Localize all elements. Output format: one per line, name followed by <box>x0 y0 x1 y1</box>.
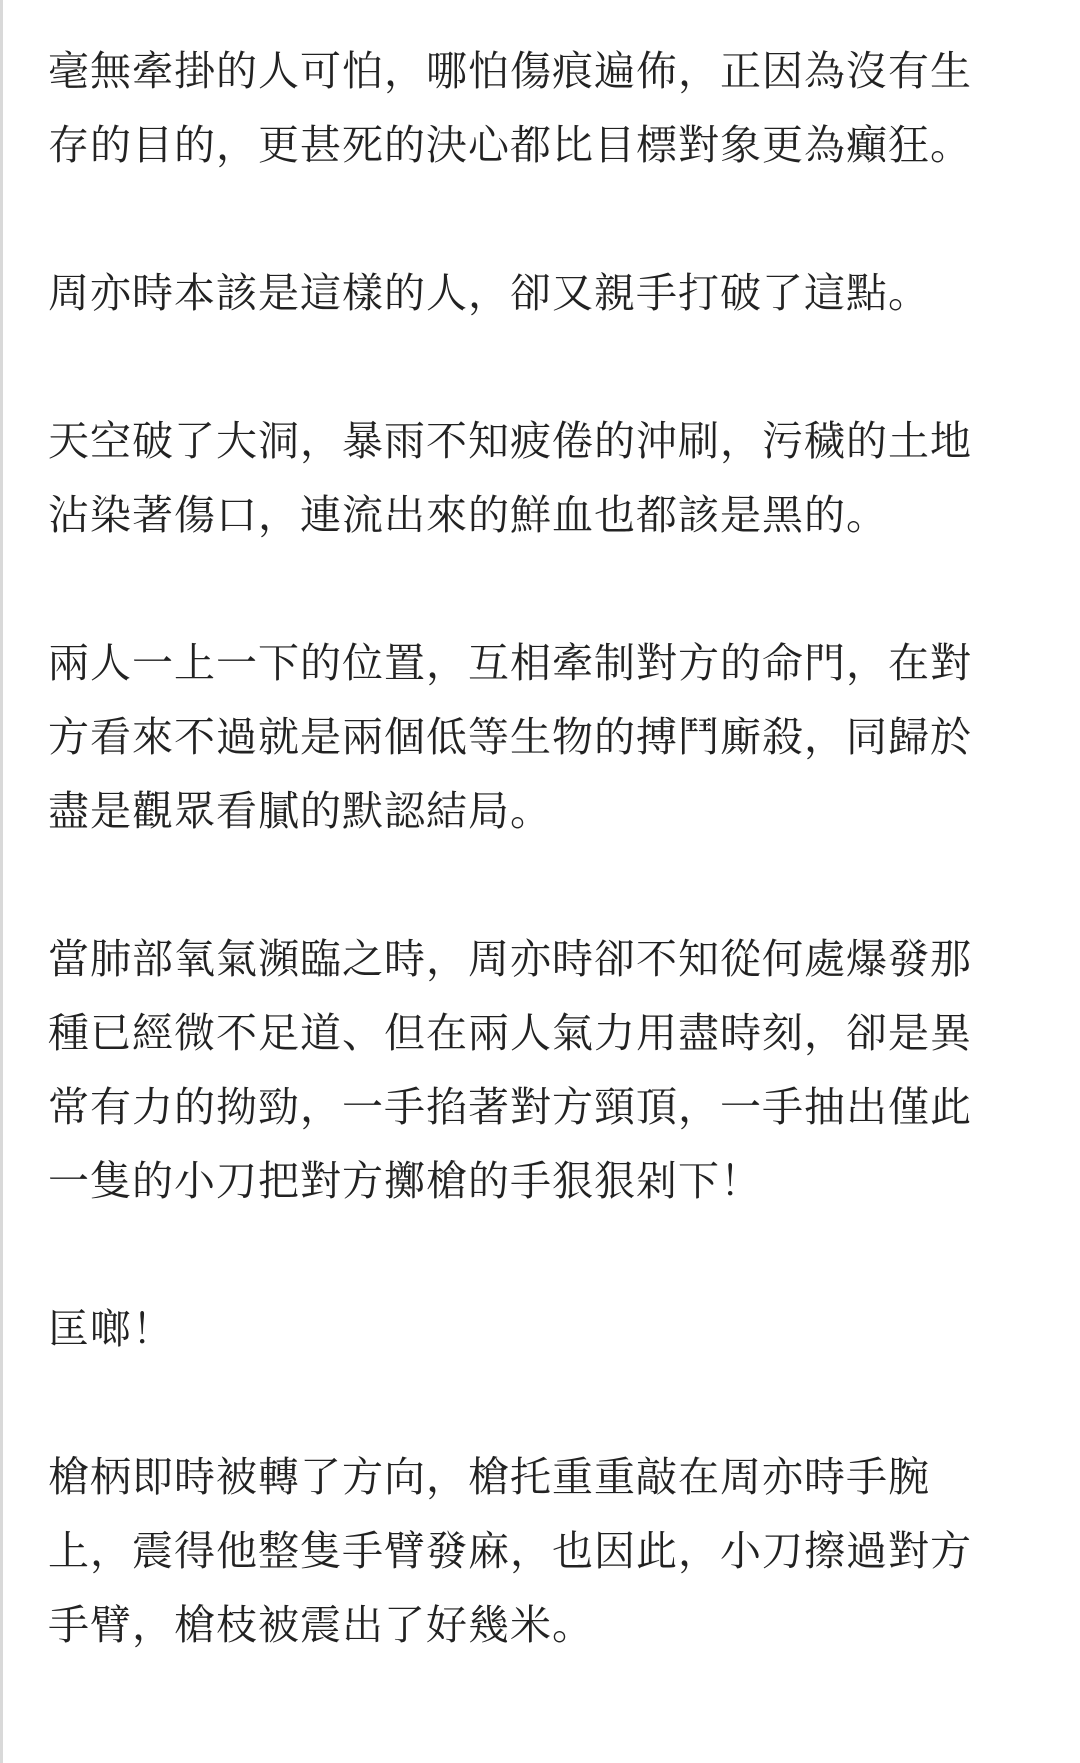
paragraph: 匡啷！ <box>48 1305 174 1353</box>
paragraph: 毫無牽掛的人可怕，哪怕傷痕遍佈，正因為沒有生存的目的，更甚死的決心都比目標對象更為癲狂。 <box>48 47 972 169</box>
paragraph: 槍柄即時被轉了方向，槍托重重敲在周亦時手腕上，震得他整隻手臂發麻，也因此，小刀擦過對方手臂，槍枝被震出了好幾米。 <box>48 1453 972 1649</box>
paragraph: 周亦時本該是這樣的人，卻又親手打破了這點。 <box>48 269 930 317</box>
paragraph: 兩人一上一下的位置，互相牽制對方的命門，在對方看來不過就是兩個低等生物的搏鬥廝殺，同歸於盡是觀眾看膩的默認結局。 <box>48 639 972 835</box>
paragraph: 當肺部氧氣瀕臨之時，周亦時卻不知從何處爆發那種已經微不足道、但在兩人氣力用盡時刻，卻是異常有力的拗勁，一手掐著對方頸頂，一手抽出僅此一隻的小刀把對方擲槍的手狠狠剁下！ <box>48 935 972 1205</box>
article-body <box>48 34 1008 1662</box>
left-edge-rule <box>0 0 3 1763</box>
paragraph: 天空破了大洞，暴雨不知疲倦的沖刷，污穢的土地沾染著傷口，連流出來的鮮血也都該是黑的。 <box>48 417 972 539</box>
